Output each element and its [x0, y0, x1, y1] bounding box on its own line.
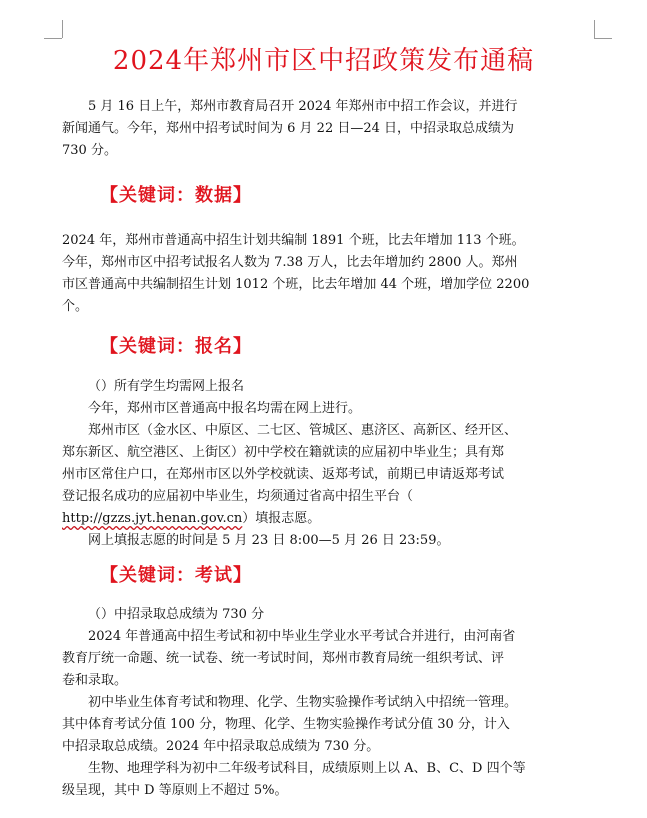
- text-line: 州市区常住户口，在郑州市区以外学校就读、返郑考试，前期已申请返郑考试: [62, 467, 505, 482]
- section-heading-exam: 【关键词：考试】: [100, 565, 252, 586]
- text-line: 郑东新区、航空港区、上街区）初中学校在籍就读的应届初中毕业生；具有郑: [62, 445, 505, 460]
- text-line: [62, 508, 592, 530]
- text-line: 今年，郑州市区普通高中报名均需在网上进行。: [88, 401, 362, 416]
- crop-mark-top-right: [594, 38, 612, 39]
- document-title: 2024年郑州市区中招政策发布通稿: [112, 46, 535, 76]
- text-line: 市区普通高中共编制招生计划 1012 个班，比去年增加 44 个班，增加学位 2200: [62, 277, 530, 292]
- signup-paragraph: [62, 376, 592, 552]
- data-paragraph: [62, 230, 592, 318]
- text-line: 新闻通气。今年，郑州中招考试时间为 6 月 22 日—24 日，中招录取总成绩为: [62, 121, 515, 136]
- text-line: 教育厅统一命题、统一试卷、统一考试时间，郑州市教育局统一组织考试、评: [62, 651, 505, 666]
- text-line: 卷和录取。: [62, 673, 128, 688]
- text-line: 5 月 16 日上午，郑州市教育局召开 2024 年郑州市中招工作会议，并进行: [88, 99, 518, 114]
- intro-paragraph: [62, 96, 592, 162]
- text-line: 730 分。: [62, 143, 117, 158]
- section-heading-signup: 【关键词：报名】: [100, 336, 252, 357]
- text-line: 个。: [62, 299, 89, 314]
- text-line: 今年，郑州市区中招考试报名人数为 7.38 万人，比去年增加约 2800 人。郑州: [62, 255, 518, 270]
- text-line: 中招录取总成绩。2024 年中招录取总成绩为 730 分。: [62, 739, 380, 754]
- crop-mark-top-right: [594, 20, 595, 38]
- text-line: 2024 年，郑州市普通高中招生计划共编制 1891 个班，比去年增加 113 个班。: [62, 233, 525, 248]
- text-line: 其中体育考试分值 100 分，物理、化学、生物实验操作考试分值 30 分，计入: [62, 717, 510, 732]
- exam-paragraph: [62, 604, 592, 802]
- text-line: 生物、地理学科为初中二年级考试科目，成绩原则上以 A、B、C、D 四个等: [88, 761, 526, 776]
- text-line: 登记报名成功的应届初中毕业生，均须通过省高中招生平台（: [62, 489, 414, 504]
- crop-mark-top-left: [62, 20, 63, 38]
- text-line: （）所有学生均需网上报名: [88, 379, 245, 394]
- text-fragment: ）填报志愿。: [242, 511, 321, 526]
- text-line: 级呈现，其中 D 等原则上不超过 5%。: [62, 783, 288, 798]
- text-line: 2024 年普通高中招生考试和初中毕业生学业水平考试合并进行，由河南省: [88, 629, 516, 644]
- text-line: 初中毕业生体育考试和物理、化学、生物实验操作考试纳入中招统一管理。: [88, 695, 518, 710]
- text-line: 网上填报志愿的时间是 5 月 23 日 8:00—5 月 26 日 23:59。: [88, 533, 450, 548]
- text-line: 郑州市区（金水区、中原区、二七区、管城区、惠济区、高新区、经开区、: [88, 423, 518, 438]
- crop-mark-top-left: [44, 38, 62, 39]
- signup-platform-link[interactable]: http://gzzs.jyt.henan.gov.cn: [62, 511, 243, 526]
- section-heading-data: 【关键词：数据】: [100, 185, 252, 206]
- text-line: （）中招录取总成绩为 730 分: [88, 607, 265, 622]
